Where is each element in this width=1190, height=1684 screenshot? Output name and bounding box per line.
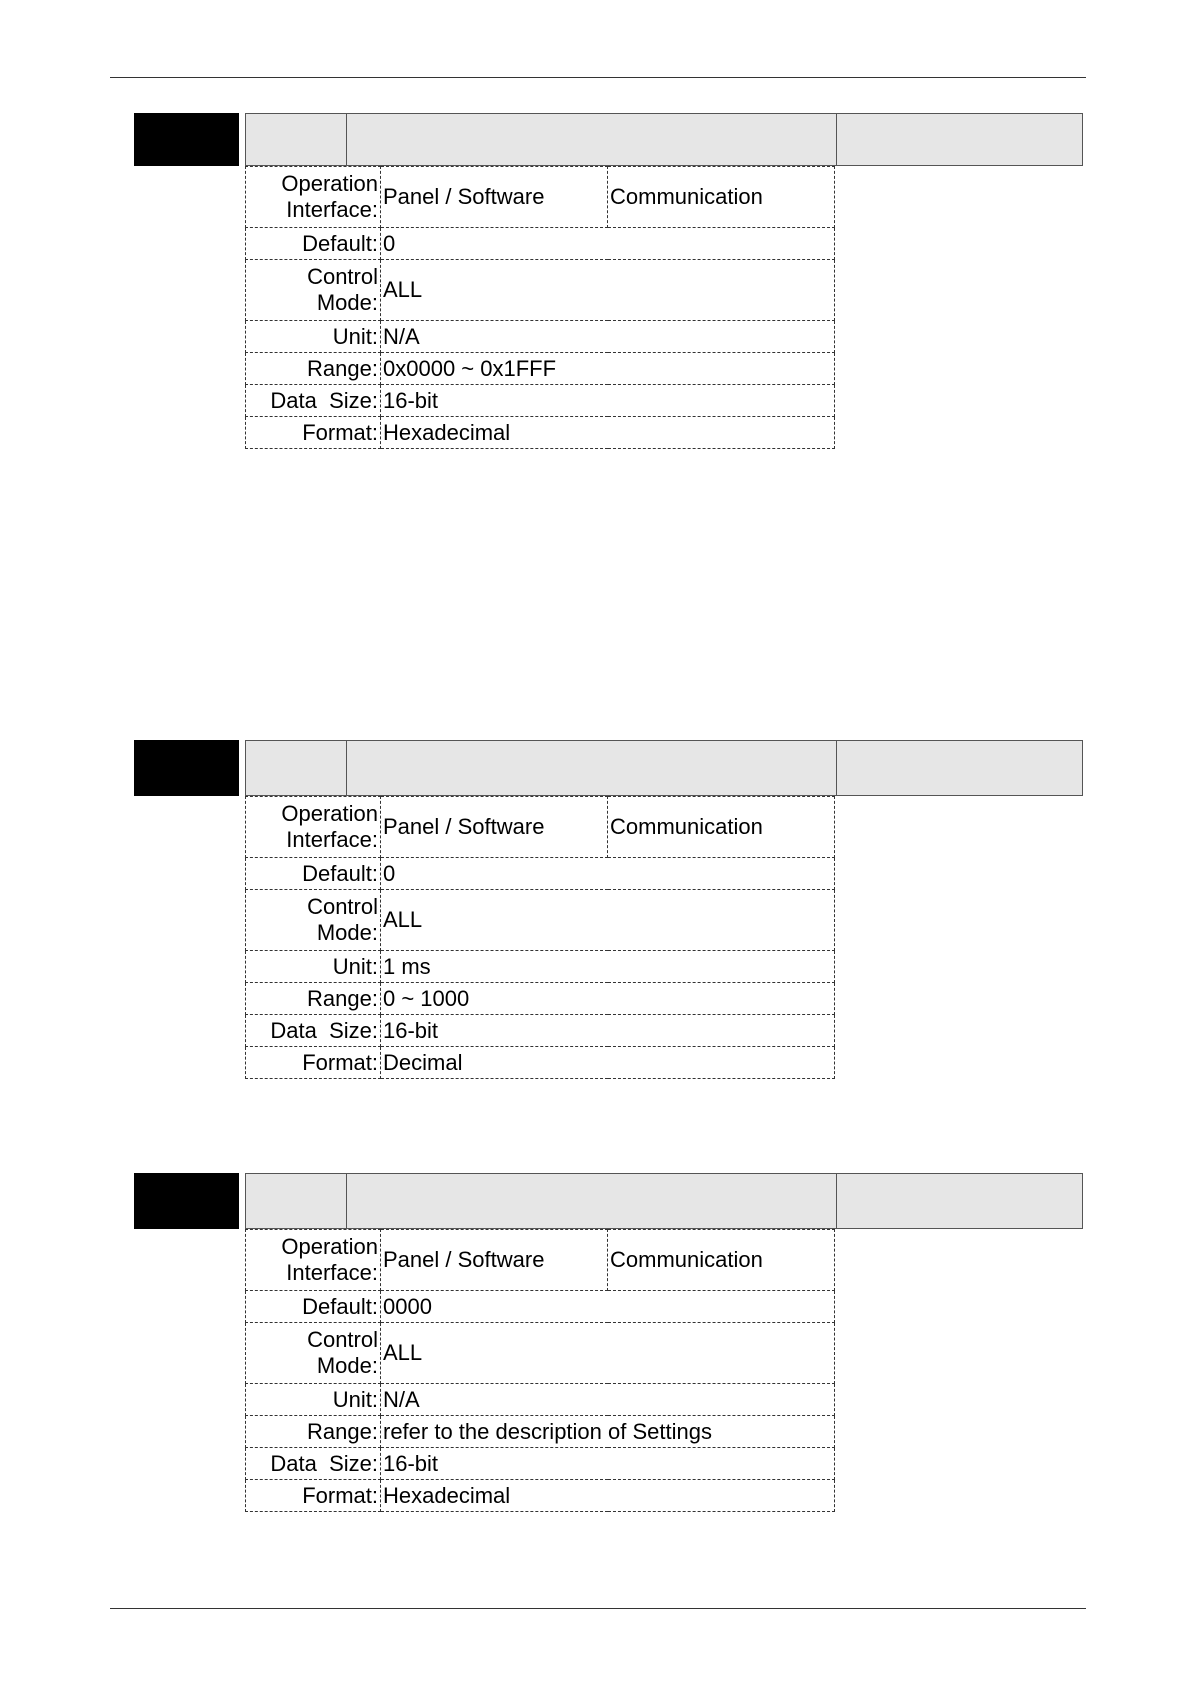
table-row [246,385,835,417]
default-label: Default: [246,1291,381,1323]
control-mode-value: ALL [381,260,835,321]
interface-label: Operation Interface: [246,1230,381,1291]
data-size-value: 16-bit [381,385,835,417]
table-row [246,353,835,385]
unit-value: 1 ms [381,951,835,983]
table-row [246,951,835,983]
range-value: 0 ~ 1000 [381,983,835,1015]
parameter-code-tab-2 [134,740,239,796]
table-row [246,321,835,353]
table-row [246,983,835,1015]
parameter-table-1 [245,166,835,449]
interface-label: Operation Interface: [246,167,381,228]
interface-comm-value: Communication [608,1230,835,1291]
parameter-header-3 [245,1173,1083,1229]
parameter-code-tab-1 [134,113,239,166]
parameter-table-2 [245,796,835,1079]
interface-panel-value: Panel / Software [381,1230,608,1291]
table-row [246,858,835,890]
table-row [246,890,835,951]
range-label: Range: [246,1416,381,1448]
table-row [246,228,835,260]
control-mode-label: Control Mode: [246,260,381,321]
default-label: Default: [246,228,381,260]
header-divider [346,1174,347,1228]
table-row [246,1384,835,1416]
bottom-rule [110,1608,1086,1609]
parameter-table-3 [245,1229,835,1512]
parameter-header-1 [245,113,1083,166]
header-divider [836,1174,837,1228]
table-row [246,1015,835,1047]
control-mode-label: Control Mode: [246,1323,381,1384]
header-divider [836,741,837,795]
data-size-value: 16-bit [381,1448,835,1480]
format-value: Decimal [381,1047,835,1079]
default-value: 0 [381,858,835,890]
table-row [246,1416,835,1448]
control-mode-label: Control Mode: [246,890,381,951]
data-size-label: Data Size: [246,1448,381,1480]
table-row [246,417,835,449]
header-divider [346,741,347,795]
table-row [246,1230,835,1291]
unit-label: Unit: [246,321,381,353]
default-label: Default: [246,858,381,890]
data-size-value: 16-bit [381,1015,835,1047]
interface-panel-value: Panel / Software [381,797,608,858]
table-row [246,167,835,228]
range-label: Range: [246,353,381,385]
control-mode-value: ALL [381,890,835,951]
header-divider [346,114,347,165]
range-label: Range: [246,983,381,1015]
table-row [246,1047,835,1079]
default-value: 0 [381,228,835,260]
format-value: Hexadecimal [381,1480,835,1512]
format-label: Format: [246,1480,381,1512]
table-row [246,260,835,321]
data-size-label: Data Size: [246,1015,381,1047]
table-row [246,797,835,858]
interface-panel-value: Panel / Software [381,167,608,228]
format-label: Format: [246,417,381,449]
control-mode-value: ALL [381,1323,835,1384]
range-value: refer to the description of Settings [381,1416,835,1448]
format-value: Hexadecimal [381,417,835,449]
unit-value: N/A [381,321,835,353]
table-row [246,1291,835,1323]
parameter-header-2 [245,740,1083,796]
range-value: 0x0000 ~ 0x1FFF [381,353,835,385]
top-rule [110,77,1086,78]
table-row [246,1448,835,1480]
interface-comm-value: Communication [608,797,835,858]
data-size-label: Data Size: [246,385,381,417]
table-row [246,1323,835,1384]
unit-value: N/A [381,1384,835,1416]
interface-label: Operation Interface: [246,797,381,858]
interface-comm-value: Communication [608,167,835,228]
default-value: 0000 [381,1291,835,1323]
unit-label: Unit: [246,951,381,983]
parameter-code-tab-3 [134,1173,239,1229]
unit-label: Unit: [246,1384,381,1416]
header-divider [836,114,837,165]
format-label: Format: [246,1047,381,1079]
table-row [246,1480,835,1512]
